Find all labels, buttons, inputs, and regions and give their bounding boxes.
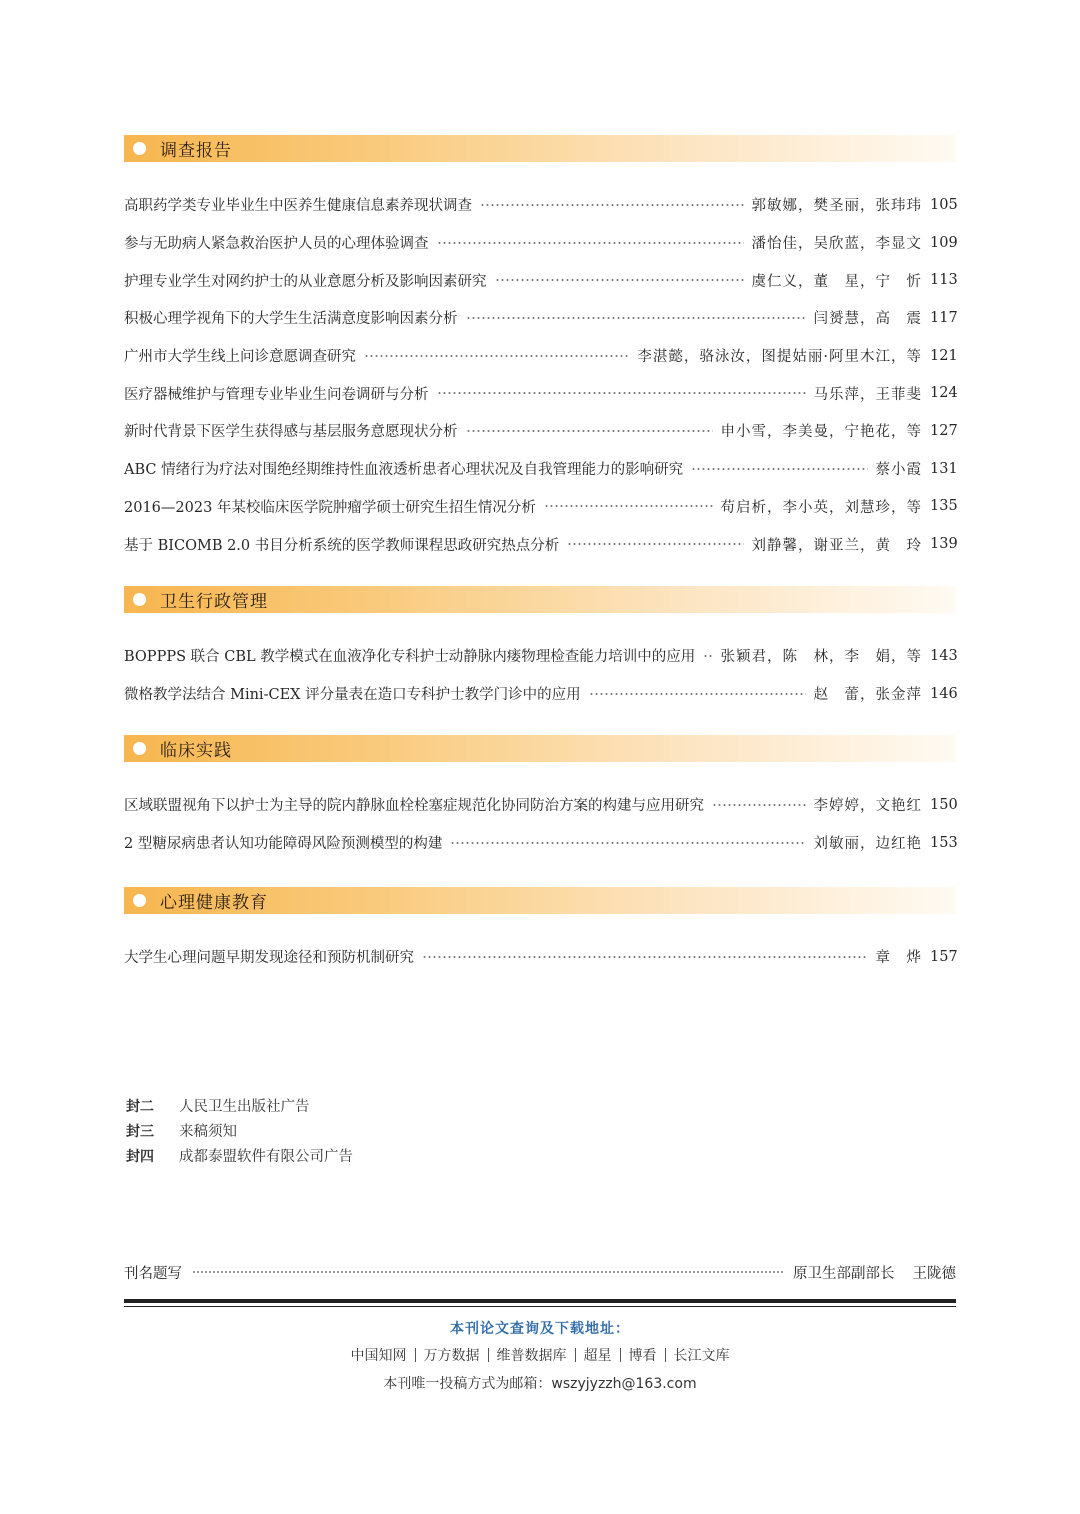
entry-authors: 闫赟慧，高 震 xyxy=(813,311,922,328)
toc-entry[interactable] xyxy=(124,299,956,337)
entry-page: 113 xyxy=(930,272,958,289)
cover-item xyxy=(126,1118,353,1143)
entry-title: 2 型糖尿病患者认知功能障碍风险预测模型的构建 xyxy=(124,836,443,853)
entry-title: ABC 情绪行为疗法对围绝经期维持性血液透析患者心理状况及自我管理能力的影响研究 xyxy=(124,462,684,479)
entry-title: 广州市大学生线上问诊意愿调查研究 xyxy=(124,349,356,366)
section-clinical-practice xyxy=(124,735,956,861)
entry-page: 127 xyxy=(930,422,958,439)
entry-title: 护理专业学生对网约护士的从业意愿分析及影响因素研究 xyxy=(124,273,487,290)
entry-authors: 赵 蕾，张金萍 xyxy=(813,687,922,704)
separator xyxy=(488,1348,489,1362)
cover-item xyxy=(126,1143,353,1168)
entry-title: BOPPPS 联合 CBL 教学模式在血液净化专科护士动静脉内瘘物理检查能力培训中的应用 xyxy=(124,649,696,666)
entry-page: 139 xyxy=(930,536,958,553)
dot-leader xyxy=(567,543,743,545)
entry-authors: 马乐萍，王菲斐 xyxy=(813,386,922,403)
database-item[interactable]: 博看 xyxy=(628,1348,657,1364)
dot-leader xyxy=(437,392,806,394)
entry-list xyxy=(124,186,956,563)
section-title: 心理健康教育 xyxy=(160,893,268,913)
download-heading: 本刊论文查询及下载地址： xyxy=(450,1321,630,1337)
section-header xyxy=(124,586,956,613)
toc-entry[interactable] xyxy=(124,261,956,299)
entry-authors: 苟启析，李小英，刘慧珍，等 xyxy=(720,499,922,516)
cover-text: 来稿须知 xyxy=(179,1124,237,1140)
entry-page: 124 xyxy=(930,385,958,402)
section-survey-reports xyxy=(124,135,956,563)
divider-thin xyxy=(124,1306,956,1307)
bullet-dot-icon xyxy=(133,742,146,755)
section-header xyxy=(124,735,956,762)
entry-page: 150 xyxy=(930,796,958,813)
cover-text: 成都泰盟软件有限公司广告 xyxy=(179,1149,353,1165)
entry-authors: 李湛懿，骆泳汝，图提姑丽·阿里木江，等 xyxy=(637,349,922,366)
entry-page: 157 xyxy=(930,948,958,965)
entry-page: 109 xyxy=(930,234,958,251)
bullet-dot-icon xyxy=(133,142,146,155)
dot-leader xyxy=(192,1271,783,1273)
entry-list xyxy=(124,938,956,976)
dot-leader xyxy=(712,804,806,806)
toc-entry[interactable] xyxy=(124,675,956,713)
database-item[interactable]: 超星 xyxy=(583,1348,612,1364)
entry-title: 区域联盟视角下以护士为主导的院内静脉血栓栓塞症规范化协同防治方案的构建与应用研究 xyxy=(124,798,704,815)
calligrapher-title: 原卫生部副部长 xyxy=(793,1265,895,1282)
toc-entry[interactable] xyxy=(124,488,956,526)
bullet-dot-icon xyxy=(133,593,146,606)
calligraphy-credit xyxy=(124,1260,956,1284)
dot-leader xyxy=(691,468,867,470)
toc-entry[interactable] xyxy=(124,525,956,563)
separator xyxy=(620,1348,621,1362)
toc-entry[interactable] xyxy=(124,186,956,224)
toc-entry[interactable] xyxy=(124,786,956,824)
database-item[interactable]: 中国知网 xyxy=(350,1348,407,1364)
entry-authors: 张颖君，陈 林，李 娟，等 xyxy=(720,649,922,666)
entry-title: 2016—2023 年某校临床医学院肿瘤学硕士研究生招生情况分析 xyxy=(124,499,536,516)
toc-entry[interactable] xyxy=(124,224,956,262)
toc-entry[interactable] xyxy=(124,374,956,412)
database-item[interactable]: 维普数据库 xyxy=(496,1348,567,1364)
section-title: 调查报告 xyxy=(160,141,232,161)
section-header xyxy=(124,135,956,162)
dot-leader xyxy=(495,279,744,281)
cover-label: 封四 xyxy=(126,1148,154,1165)
entry-title: 医疗器械维护与管理专业毕业生问卷调研与分析 xyxy=(124,386,429,403)
section-mental-health-education xyxy=(124,887,956,976)
section-health-administration xyxy=(124,586,956,712)
cover-list xyxy=(126,1093,353,1168)
toc-entry[interactable] xyxy=(124,637,956,675)
dot-leader xyxy=(703,655,712,657)
entry-title: 大学生心理问题早期发现途径和预防机制研究 xyxy=(124,950,414,967)
dot-leader xyxy=(437,242,744,244)
section-title: 临床实践 xyxy=(160,741,232,761)
entry-title: 基于 BICOMB 2.0 书目分析系统的医学教师课程思政研究热点分析 xyxy=(124,537,560,554)
calligraphy-label: 刊名题写 xyxy=(124,1265,182,1282)
dot-leader xyxy=(422,956,868,958)
toc-entry[interactable] xyxy=(124,450,956,488)
submission-email[interactable]: 本刊唯一投稿方式为邮箱：wszyjyzzh@163.com xyxy=(383,1376,697,1392)
dot-leader xyxy=(544,505,713,507)
cover-label: 封二 xyxy=(126,1098,154,1115)
dot-leader xyxy=(450,842,805,844)
calligrapher-name: 王陇德 xyxy=(912,1265,956,1282)
dot-leader xyxy=(466,317,806,319)
cover-text: 人民卫生出版社广告 xyxy=(179,1099,310,1115)
entry-authors: 刘敏丽，边红艳 xyxy=(813,836,922,853)
database-item[interactable]: 长江文库 xyxy=(673,1348,730,1364)
entry-authors: 潘怡佳，吴欣蓝，李显文 xyxy=(751,236,922,253)
entry-page: 153 xyxy=(930,834,958,851)
separator xyxy=(575,1348,576,1362)
entry-authors: 郭敏娜，樊圣丽，张玮玮 xyxy=(751,198,922,215)
entry-list xyxy=(124,786,956,861)
entry-page: 131 xyxy=(930,460,958,477)
entry-title: 微格教学法结合 Mini-CEX 评分量表在造口专科护士教学门诊中的应用 xyxy=(124,687,581,704)
entry-page: 135 xyxy=(930,498,958,515)
entry-list xyxy=(124,637,956,712)
entry-page: 121 xyxy=(930,347,958,364)
dot-leader xyxy=(589,693,806,695)
separator xyxy=(665,1348,666,1362)
entry-title: 高职药学类专业毕业生中医养生健康信息素养现状调查 xyxy=(124,198,472,215)
section-header xyxy=(124,887,956,914)
entry-authors: 李婷婷，文艳红 xyxy=(813,798,922,815)
entry-title: 新时代背景下医学生获得感与基层服务意愿现状分析 xyxy=(124,424,458,441)
toc-entry[interactable] xyxy=(124,337,956,375)
entry-page: 146 xyxy=(930,685,958,702)
database-item[interactable]: 万方数据 xyxy=(423,1348,480,1364)
entry-page: 143 xyxy=(930,647,958,664)
separator xyxy=(415,1348,416,1362)
cover-label: 封三 xyxy=(126,1123,154,1140)
database-list xyxy=(124,1345,956,1365)
entry-authors: 申小雪，李美曼，宁艳花，等 xyxy=(720,424,922,441)
entry-page: 117 xyxy=(930,309,958,326)
toc-entry[interactable] xyxy=(124,938,956,976)
entry-authors: 刘静馨，谢亚兰，黄 玲 xyxy=(751,537,922,554)
bullet-dot-icon xyxy=(133,894,146,907)
section-title: 卫生行政管理 xyxy=(160,592,268,612)
entry-title: 积极心理学视角下的大学生生活满意度影响因素分析 xyxy=(124,311,458,328)
entry-page: 105 xyxy=(930,196,958,213)
entry-authors: 章 烨 xyxy=(875,950,922,967)
dot-leader xyxy=(480,204,744,206)
toc-entry[interactable] xyxy=(124,824,956,862)
cover-item xyxy=(126,1093,353,1118)
toc-entry[interactable] xyxy=(124,412,956,450)
dot-leader xyxy=(364,355,629,357)
divider-thick xyxy=(124,1299,956,1303)
entry-authors: 蔡小霞 xyxy=(875,462,922,479)
entry-title: 参与无助病人紧急救治医护人员的心理体验调查 xyxy=(124,236,429,253)
entry-authors: 虞仁义，董 星，宁 忻 xyxy=(751,273,922,290)
dot-leader xyxy=(466,430,713,432)
